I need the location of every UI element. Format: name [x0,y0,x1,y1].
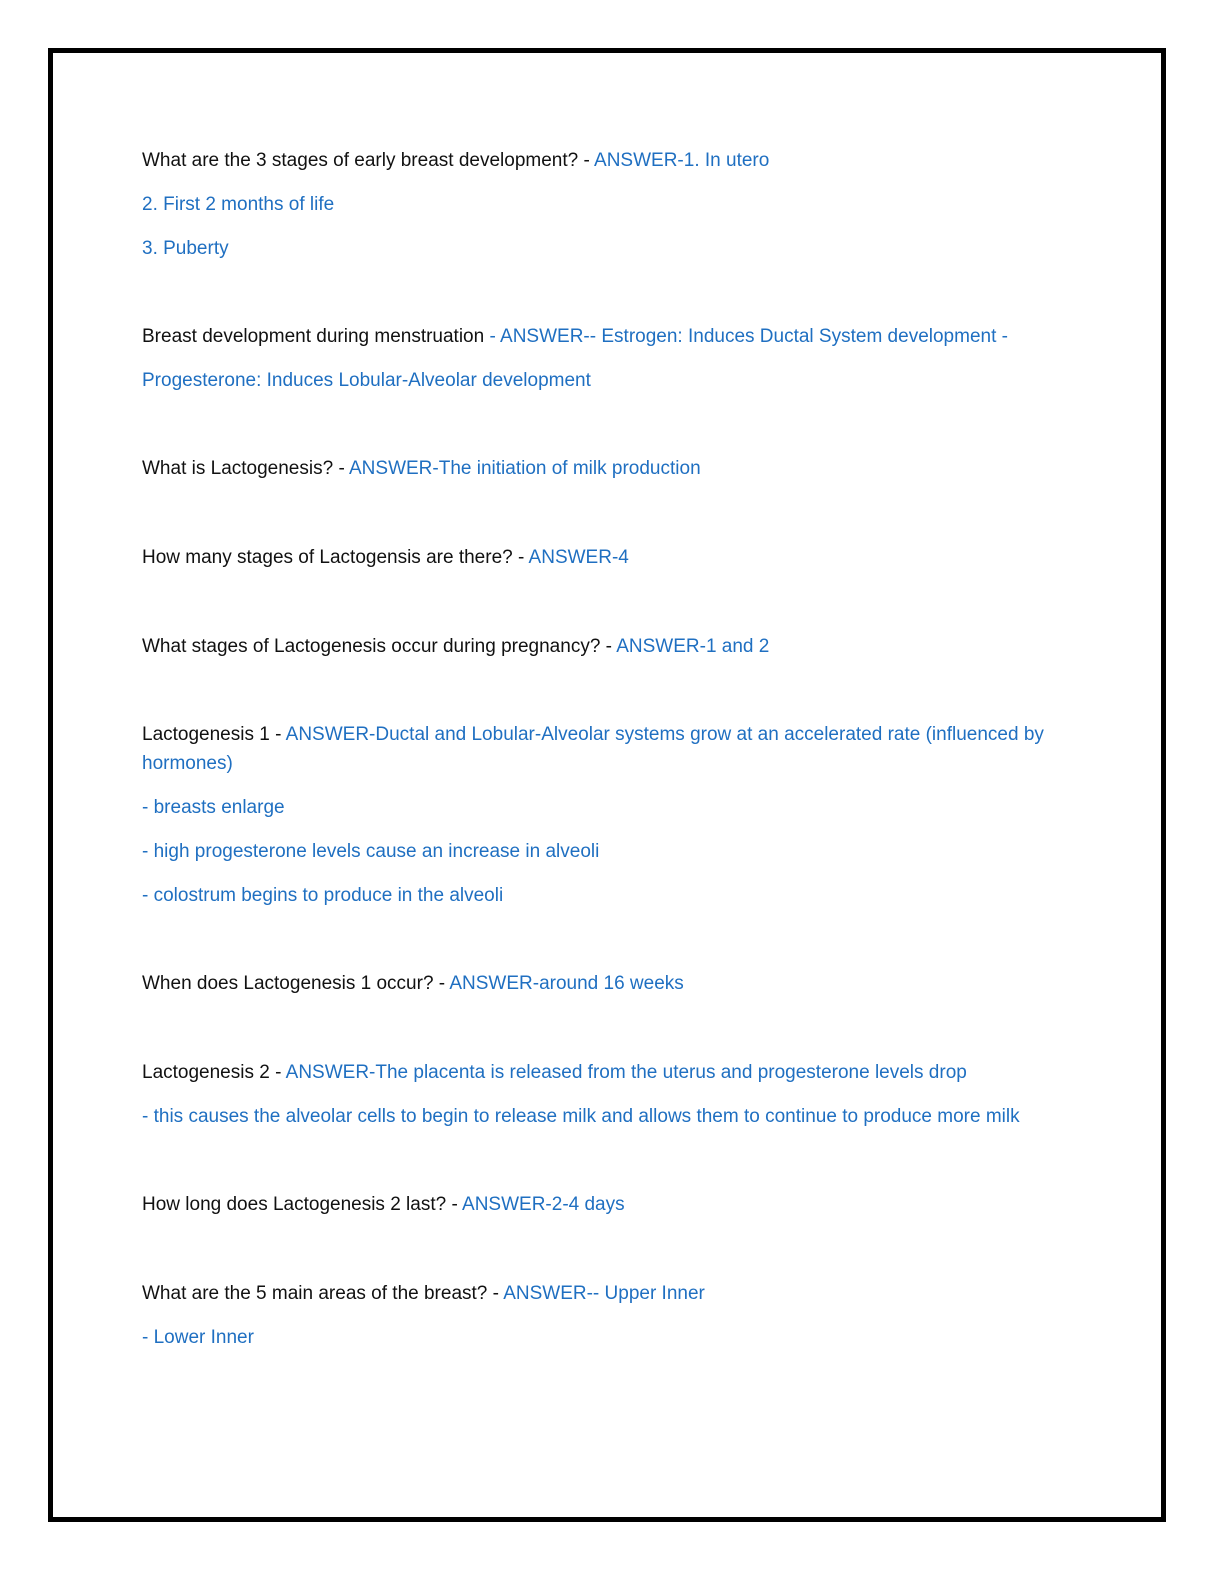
qa-item-5 [142,632,1057,661]
answer-line: - Lower Inner [142,1327,254,1348]
answer-text: ANSWER-2-4 days [462,1194,625,1215]
question-text: What are the 3 stages of early breast development? - [142,150,595,171]
answer-text: ANSWER-- Upper Inner [503,1283,705,1304]
qa-item-7 [142,969,1057,998]
qa-item-8 [142,1058,1057,1087]
answer-text: ANSWER-1. In utero [594,150,770,171]
qa-item-2 [142,322,1057,351]
qa-item-3 [142,454,1057,483]
question-text: What is Lactogenesis? - [142,458,349,479]
question-text: When does Lactogenesis 1 occur? - [142,973,450,994]
qa-item-10 [142,1279,1057,1308]
answer-text: ANSWER-1 and 2 [616,636,770,657]
answer-line: - high progesterone levels cause an increase in alveoli [142,841,600,862]
document-body [142,146,1057,1352]
question-text: What stages of Lactogenesis occur during pregnancy? - [142,636,617,657]
answer-text: ANSWER-4 [528,547,629,568]
answer-text: ANSWER-around 16 weeks [449,973,684,994]
qa-item-6 [142,720,1057,778]
answer-line: - colostrum begins to produce in the alveoli [142,885,504,906]
answer-line: 2. First 2 months of life [142,194,335,215]
question-text: Lactogenesis 2 - [142,1062,286,1083]
question-text: Lactogenesis 1 - [142,724,286,745]
question-text: How many stages of Lactogensis are there? - [142,547,529,568]
question-text: What are the 5 main areas of the breast? - [142,1283,504,1304]
answer-text: ANSWER-Ductal and Lobular-Alveolar systems grow at an accelerated rate (influenced by hormones) [142,724,1044,774]
answer-text: ANSWER-The initiation of milk production [349,458,701,479]
answer-line: 3. Puberty [142,238,229,259]
answer-line: Progesterone: Induces Lobular-Alveolar development [142,370,591,391]
answer-text: - ANSWER-- Estrogen: Induces Ductal System development - [489,326,1008,347]
answer-line: - this causes the alveolar cells to begin to release milk and allows them to continue to produce more milk [142,1106,1020,1127]
qa-item-4 [142,543,1057,572]
qa-item-9 [142,1190,1057,1219]
question-text: Breast development during menstruation [142,326,490,347]
answer-text: ANSWER-The placenta is released from the uterus and progesterone levels drop [285,1062,967,1083]
answer-line: - breasts enlarge [142,797,285,818]
question-text: How long does Lactogenesis 2 last? - [142,1194,463,1215]
qa-item-1 [142,146,1057,175]
